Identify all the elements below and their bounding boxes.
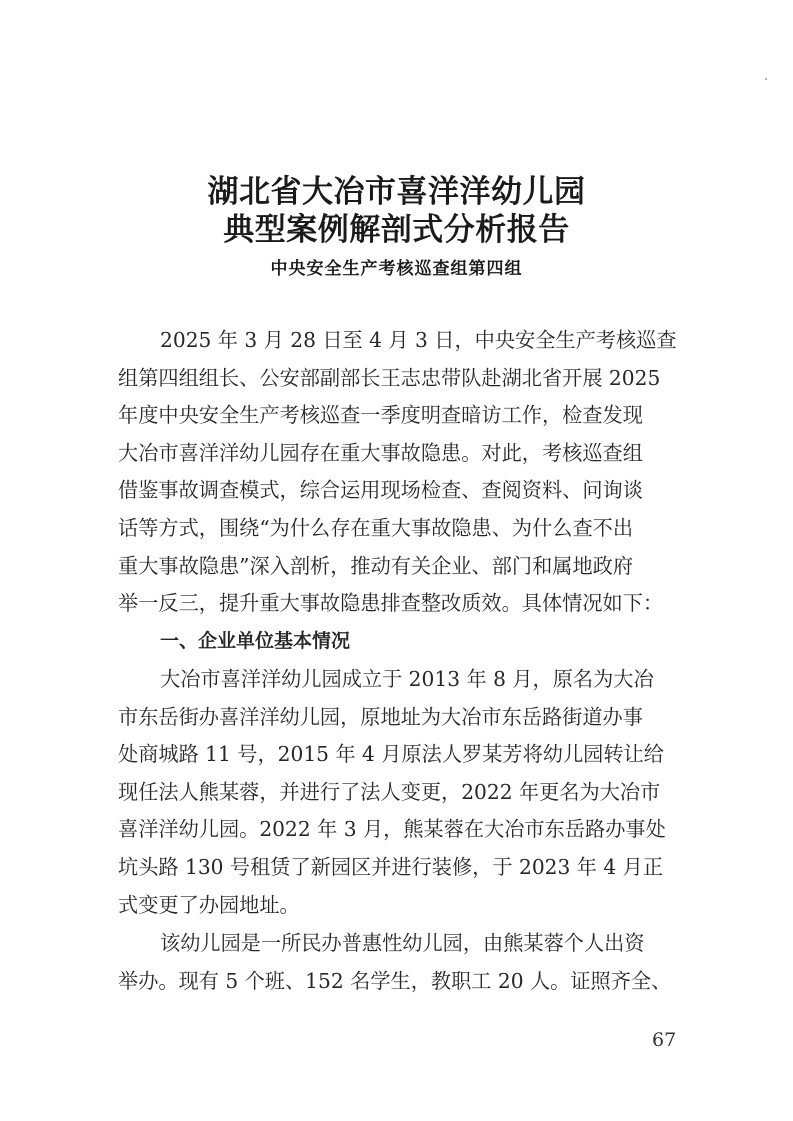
paragraph-line: 借鉴事故调查模式，综合运用现场检查、查阅资料、问询谈	[118, 478, 643, 503]
page-number: 67	[652, 1029, 677, 1051]
paragraph-line: 大冶市喜洋洋幼儿园成立于 2013 年 8 月，原名为大冶	[160, 667, 654, 691]
paragraph-line: 举办。现有 5 个班、152 名学生，教职工 20 人。证照齐全、	[118, 968, 672, 993]
report-title-line-2: 典型案例解剖式分析报告	[223, 212, 570, 248]
report-author: 中央安全生产考核巡查组第四组	[270, 259, 523, 279]
paragraph-line: 年度中央安全生产考核巡查一季度明查暗访工作，检查发现	[118, 403, 643, 428]
paragraph-line: 坑头路 130 号租赁了新园区并进行装修，于 2023 年 4 月正	[118, 854, 664, 879]
paragraph-line: 重大事故隐患”深入剖析，推动有关企业、部门和属地政府	[118, 553, 634, 578]
paragraph-2	[118, 661, 686, 924]
report-title-line-1: 湖北省大冶市喜洋洋幼儿园	[207, 174, 586, 210]
paragraph-line: 式变更了办园地址。	[118, 892, 300, 917]
paragraph-line: 2025 年 3 月 28 日至 4 月 3 日，中央安全生产考核巡查	[160, 328, 677, 352]
section-heading-text: 一、企业单位基本情况	[160, 630, 351, 652]
scan-speck	[765, 78, 767, 80]
paragraph-line: 现任法人熊某蓉，并进行了法人变更，2022 年更名为大冶市	[118, 779, 661, 804]
paragraph-line: 大冶市喜洋洋幼儿园存在重大事故隐患。对此，考核巡查组	[118, 440, 643, 465]
paragraph-1	[118, 322, 686, 623]
paragraph-3	[118, 925, 686, 1000]
paragraph-line: 喜洋洋幼儿园。2022 年 3 月，熊某蓉在大冶市东岳路办事处	[118, 817, 666, 842]
paragraph-line: 市东岳街办喜洋洋幼儿园，原地址为大冶市东岳路街道办事	[118, 704, 643, 729]
paragraph-line: 组第四组组长、公安部副部长王志忠带队赴湖北省开展 2025	[118, 365, 661, 390]
paragraph-line: 该幼儿园是一所民办普惠性幼儿园，由熊某蓉个人出资	[160, 931, 645, 955]
paragraph-line: 举一反三，提升重大事故隐患排查整改质效。具体情况如下：	[118, 591, 664, 616]
section-heading	[118, 623, 686, 661]
paragraph-line: 处商城路 11 号，2015 年 4 月原法人罗某芳将幼儿园转让给	[118, 742, 664, 767]
paragraph-line: 话等方式，围绕“为什么存在重大事故隐患、为什么查不出	[118, 515, 634, 540]
